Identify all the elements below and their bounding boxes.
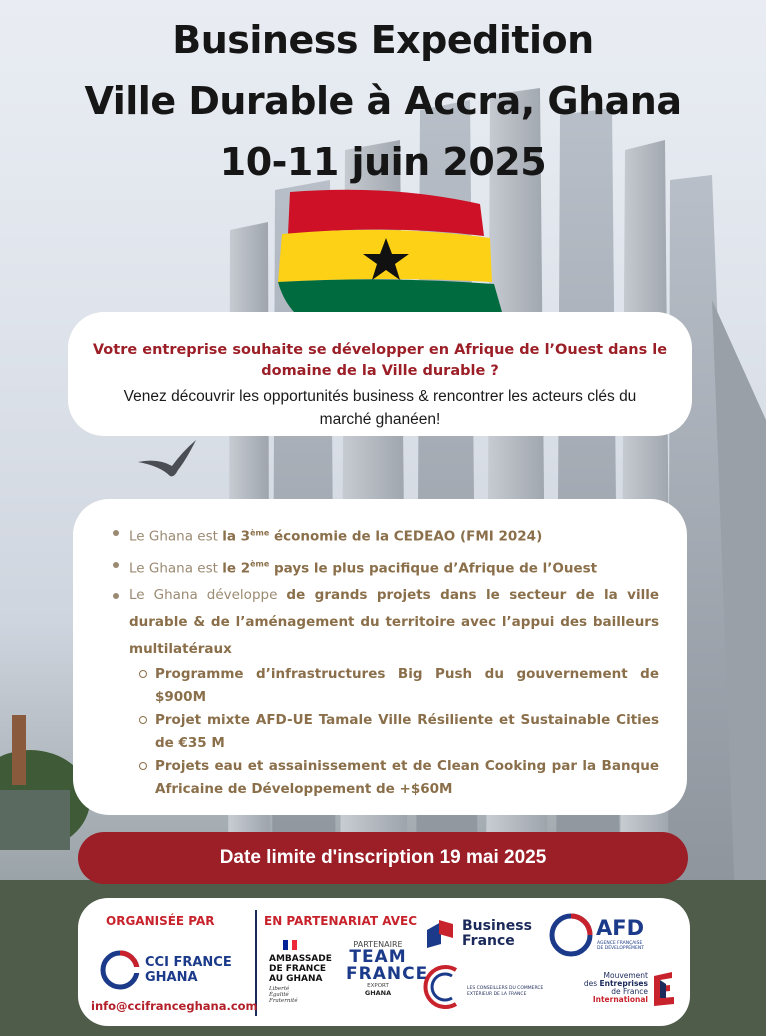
cce-line: LES CONSEILLERS DU COMMERCE xyxy=(467,986,544,991)
intro-question: Votre entreprise souhaite se développer en Afrique de l’Ouest dans le domaine de la Ville durable ? xyxy=(92,342,668,379)
bf-line: Business xyxy=(462,918,532,934)
afd-logo-icon xyxy=(548,912,594,958)
embassy-line: DE FRANCE xyxy=(269,964,327,974)
motto-line: Liberté xyxy=(269,986,290,992)
meti-line: des xyxy=(583,979,600,988)
embassy-motto xyxy=(269,986,298,1004)
fact-strong: économie de la CEDEAO (FMI 2024) xyxy=(269,528,543,545)
business-france-name xyxy=(462,919,532,949)
partners-heading: EN PARTENARIAT AVEC xyxy=(264,914,417,928)
fact-item xyxy=(113,582,659,801)
fact-sup: ème xyxy=(250,559,270,569)
sub-item: Programme d’infrastructures Big Push du gouvernement de $900M xyxy=(139,663,659,709)
contact-email[interactable]: info@ccifranceghana.com xyxy=(91,999,258,1013)
intro-card xyxy=(68,312,692,436)
tf-france: FRANCE xyxy=(346,964,429,984)
fact-strong: la 3 xyxy=(222,528,251,545)
motto-line: Fraternité xyxy=(269,998,298,1004)
page-title xyxy=(0,10,766,193)
meti-line: Mouvement xyxy=(603,971,648,980)
cci-logo-icon xyxy=(100,950,140,990)
title-line-1: Business Expedition xyxy=(172,18,594,62)
tf-export: EXPORT xyxy=(367,983,389,989)
sub-item: Projet mixte AFD-UE Tamale Ville Résiliente et Sustainable Cities de €35 M xyxy=(139,709,659,755)
cce-name xyxy=(467,986,557,998)
cce-line: EXTÉRIEUR DE LA FRANCE xyxy=(467,992,527,997)
meti-logo-icon xyxy=(652,972,676,1006)
ghana-flag-icon xyxy=(270,186,506,332)
meti-line: Entreprises xyxy=(599,979,648,988)
cci-name-line: GHANA xyxy=(145,970,198,985)
cce-logo-icon xyxy=(422,962,466,1012)
meti-line: de France xyxy=(611,987,648,996)
afd-name: AFD xyxy=(596,916,645,940)
french-flag-icon xyxy=(283,940,297,950)
organised-heading: ORGANISÉE PAR xyxy=(106,914,215,928)
embassy-name xyxy=(269,954,339,984)
afd-sub-line: AGENCE FRANÇAISE xyxy=(597,941,643,946)
title-line-2: Ville Durable à Accra, Ghana xyxy=(84,79,682,123)
fact-sup: ème xyxy=(250,528,270,537)
business-france-logo-icon xyxy=(423,918,455,950)
fact-text: Le Ghana est xyxy=(129,528,223,545)
sub-item: Projets eau et assainissement et de Clean Cooking par la Banque Africaine de Développement de +$60M xyxy=(139,755,659,801)
tf-country: GHANA xyxy=(364,989,392,997)
sub-list xyxy=(139,663,659,801)
fact-item xyxy=(113,551,659,583)
meti-name xyxy=(562,972,648,1004)
motto-line: Égalité xyxy=(269,992,289,998)
meti-line: International xyxy=(592,995,648,1004)
fact-strong: pays le plus pacifique d’Afrique de l’Ouest xyxy=(269,560,598,576)
cci-name xyxy=(145,955,232,985)
team-france-logo xyxy=(346,940,429,997)
fact-strong: de grands projets dans le secteur de la ville durable & de l’aménagement du territoire avec l’appui des bailleurs multilatéraux xyxy=(129,587,659,657)
title-line-3: 10-11 juin 2025 xyxy=(219,140,547,184)
tf-team: TEAM xyxy=(349,947,407,967)
deadline-banner: Date limite d'inscription 19 mai 2025 xyxy=(78,832,688,884)
footer-card xyxy=(78,898,690,1026)
fact-text: Le Ghana est xyxy=(129,560,223,576)
embassy-line: AU GHANA xyxy=(269,974,323,984)
fact-text: Le Ghana développe xyxy=(129,587,287,603)
facts-card xyxy=(73,499,687,815)
intro-invitation: Venez découvrir les opportunités business & rencontrer les acteurs clés du marché ghanéen! xyxy=(123,388,637,428)
embassy-line: AMBASSADE xyxy=(269,954,332,964)
fact-item xyxy=(113,519,659,551)
cci-name-line: CCI FRANCE xyxy=(145,955,232,970)
bf-line: France xyxy=(462,933,515,949)
afd-subtitle xyxy=(597,941,644,951)
fact-strong: le 2 xyxy=(222,560,251,576)
afd-sub-line: DE DÉVELOPPEMENT xyxy=(597,946,644,951)
tf-partner: PARTENAIRE xyxy=(353,940,403,949)
bird-icon xyxy=(138,440,196,476)
